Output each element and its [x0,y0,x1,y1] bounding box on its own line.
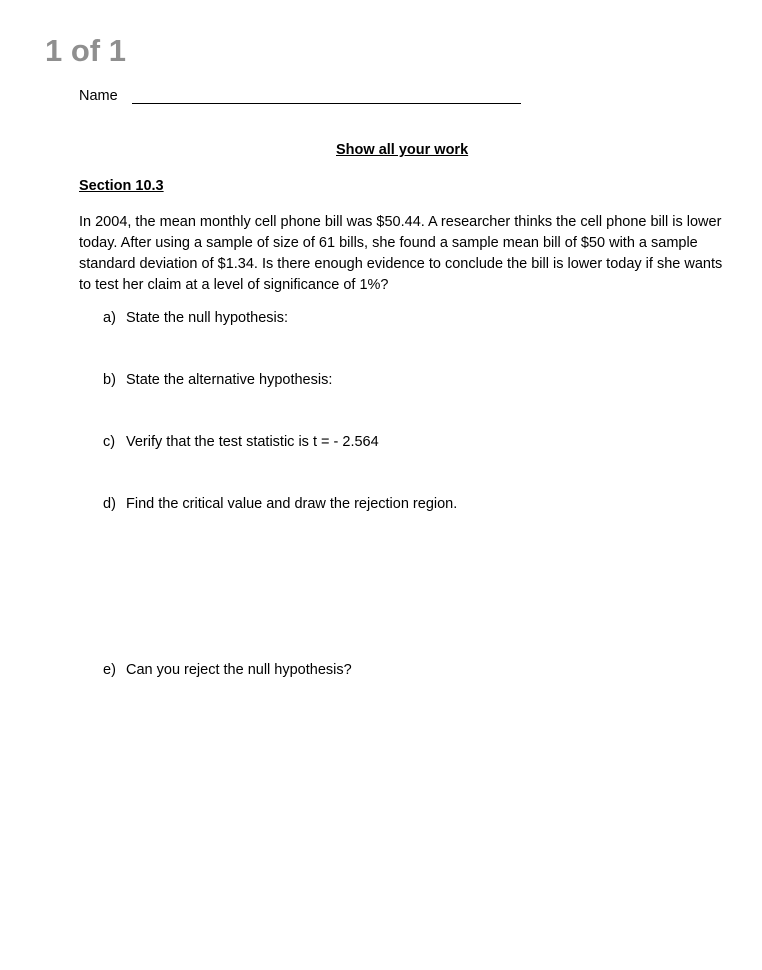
question-letter: d) [103,496,116,512]
question-text: State the alternative hypothesis: [126,372,333,388]
name-label: Name [79,88,118,104]
question-letter: a) [103,310,116,326]
name-blank-line[interactable] [132,103,521,104]
question-c [103,432,379,452]
question-text: Find the critical value and draw the rejection region. [126,496,458,512]
question-letter: b) [103,372,116,388]
question-text: Can you reject the null hypothesis? [126,662,352,678]
question-a [103,308,288,328]
question-text: Verify that the test statistic is t = - 2.564 [126,434,379,450]
problem-statement: In 2004, the mean monthly cell phone bill was $50.44. A researcher thinks the cell phone bill is lower today. After using a sample of size of 61 bills, she found a sample mean bill of $50 with a sample standard deviation of $1.34. Is there enough evidence to conclude the bill is lower today if she wants to test her claim at a level of significance of 1%? [79,214,723,293]
question-e [103,660,352,680]
section-title: Section 10.3 [79,178,164,194]
page-counter: 1 of 1 [45,33,126,68]
question-text: State the null hypothesis: [126,310,289,326]
question-letter: e) [103,662,116,678]
question-d [103,494,457,514]
question-letter: c) [103,434,116,450]
instruction-heading: Show all your work [336,142,469,158]
question-b [103,370,332,390]
